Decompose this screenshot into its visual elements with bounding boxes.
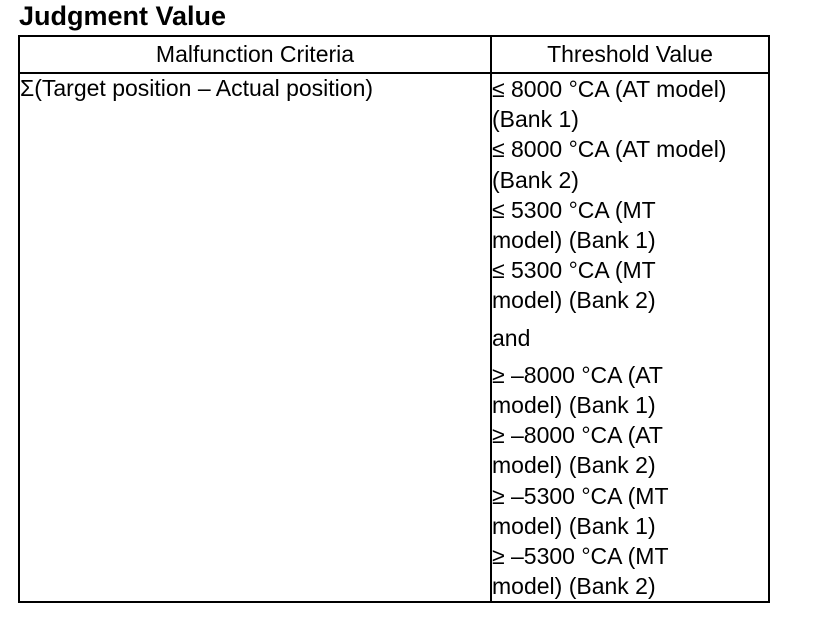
page-title: Judgment Value <box>19 1 227 31</box>
threshold-line: ≥ –8000 °CA (AT <box>492 361 663 388</box>
threshold-line: ≤ 8000 °CA (AT model) <box>492 136 727 163</box>
threshold-line: model) (Bank 2) <box>492 287 656 314</box>
threshold-conjunction: and <box>492 324 531 351</box>
criteria-cell: Σ(Target position – Actual position) <box>19 73 491 602</box>
threshold-line: ≤ 5300 °CA (MT <box>492 196 656 223</box>
judgment-value-table <box>18 35 770 603</box>
threshold-line: model) (Bank 2) <box>492 452 656 479</box>
threshold-line: (Bank 1) <box>492 106 579 133</box>
threshold-line: ≤ 5300 °CA (MT <box>492 257 656 284</box>
table-header-row <box>19 36 769 73</box>
threshold-line: ≥ –8000 °CA (AT <box>492 422 663 449</box>
threshold-line: model) (Bank 1) <box>492 392 656 419</box>
threshold-line: model) (Bank 2) <box>492 573 656 600</box>
threshold-line: ≥ –5300 °CA (MT <box>492 543 669 570</box>
header-threshold-value: Threshold Value <box>491 36 769 73</box>
table-row <box>19 73 769 602</box>
threshold-line: ≤ 8000 °CA (AT model) <box>492 76 727 102</box>
threshold-line: model) (Bank 1) <box>492 512 656 539</box>
threshold-line: model) (Bank 1) <box>492 227 656 254</box>
threshold-line: ≥ –5300 °CA (MT <box>492 482 669 509</box>
threshold-cell <box>491 73 769 602</box>
threshold-line: (Bank 2) <box>492 166 579 193</box>
header-malfunction-criteria: Malfunction Criteria <box>19 36 491 73</box>
